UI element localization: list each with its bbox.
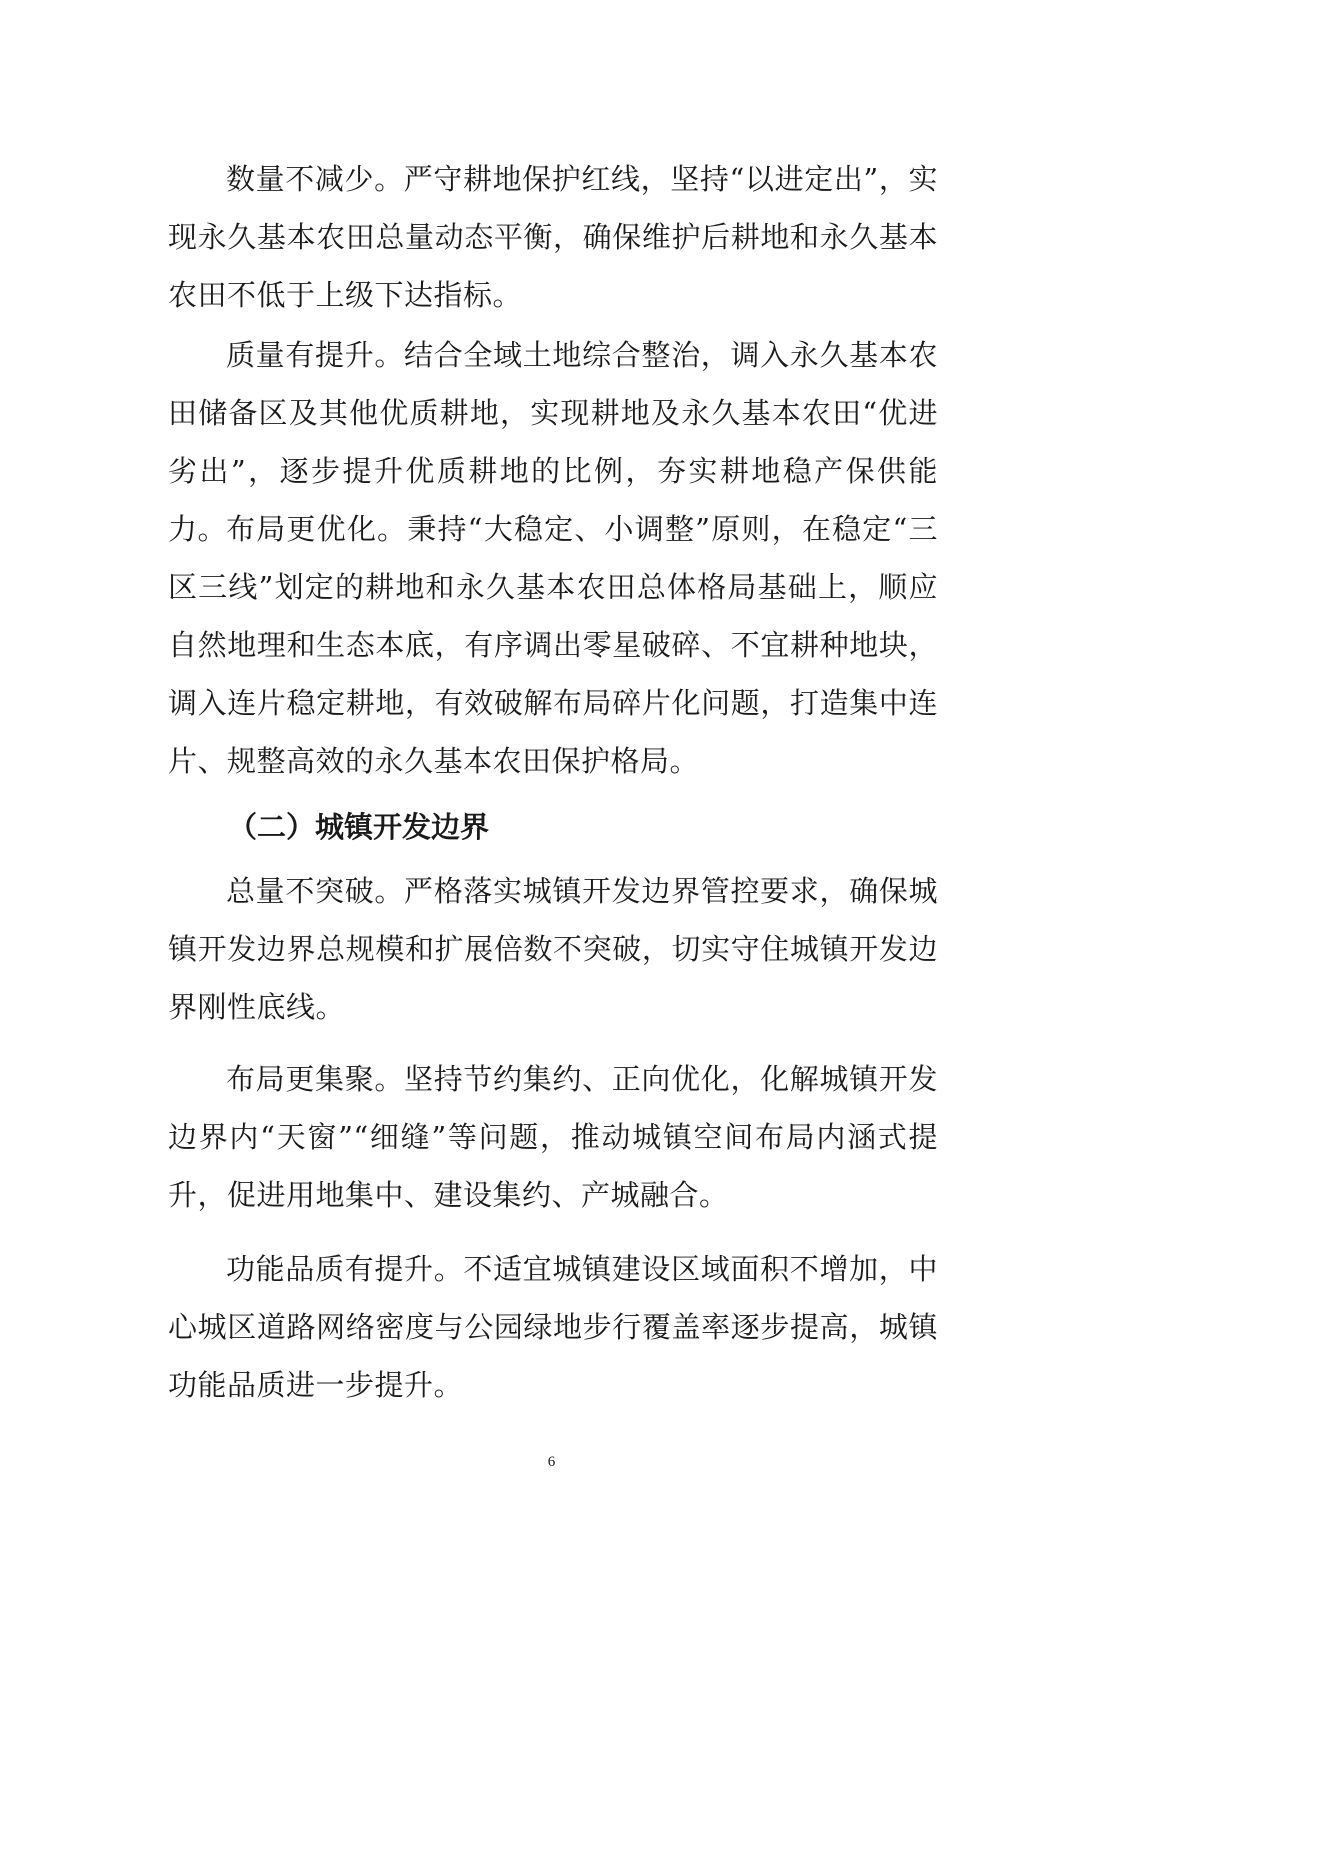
paragraph-farmland-layout: 布局更优化。秉持“大稳定、小调整”原则，在稳定“三区三线”划定的耕地和永久基本农田总体格局基础上，顺应自然地理和生态本底，有序调出零星破碎、不宜耕种地块，调入连片稳定耕地，有效破解布局碎片化问题，打造集中连片、规整高效的永久基本农田保护格局。 xyxy=(168,512,938,778)
paragraph-urban-function: 功能品质有提升。不适宜城镇建设区域面积不增加，中心城区道路网络密度与公园绿地步行覆盖率逐步提高，城镇功能品质进一步提升。 xyxy=(168,1252,938,1402)
paragraph-farmland-quality: 质量有提升。结合全域土地综合整治，调入永久基本农田储备区及其他优质耕地，实现耕地及永久基本农田“优进劣出”，逐步提升优质耕地的比例，夯实耕地稳产保供能力。 xyxy=(168,338,938,546)
page-number: 6 xyxy=(547,1454,556,1470)
section-heading-urban-boundary: （二）城镇开发边界 xyxy=(228,810,490,844)
paragraph-farmland-quantity: 数量不减少。严守耕地保护红线，坚持“以进定出”，实现永久基本农田总量动态平衡，确保维护后耕地和永久基本农田不低于上级下达指标。 xyxy=(168,162,938,312)
paragraph-urban-total: 总量不突破。严格落实城镇开发边界管控要求，确保城镇开发边界总规模和扩展倍数不突破，切实守住城镇开发边界刚性底线。 xyxy=(168,874,938,1024)
paragraph-urban-layout: 布局更集聚。坚持节约集约、正向优化，化解城镇开发边界内“天窗”“细缝”等问题，推动城镇空间布局内涵式提升，促进用地集中、建设集约、产城融合。 xyxy=(168,1062,938,1212)
